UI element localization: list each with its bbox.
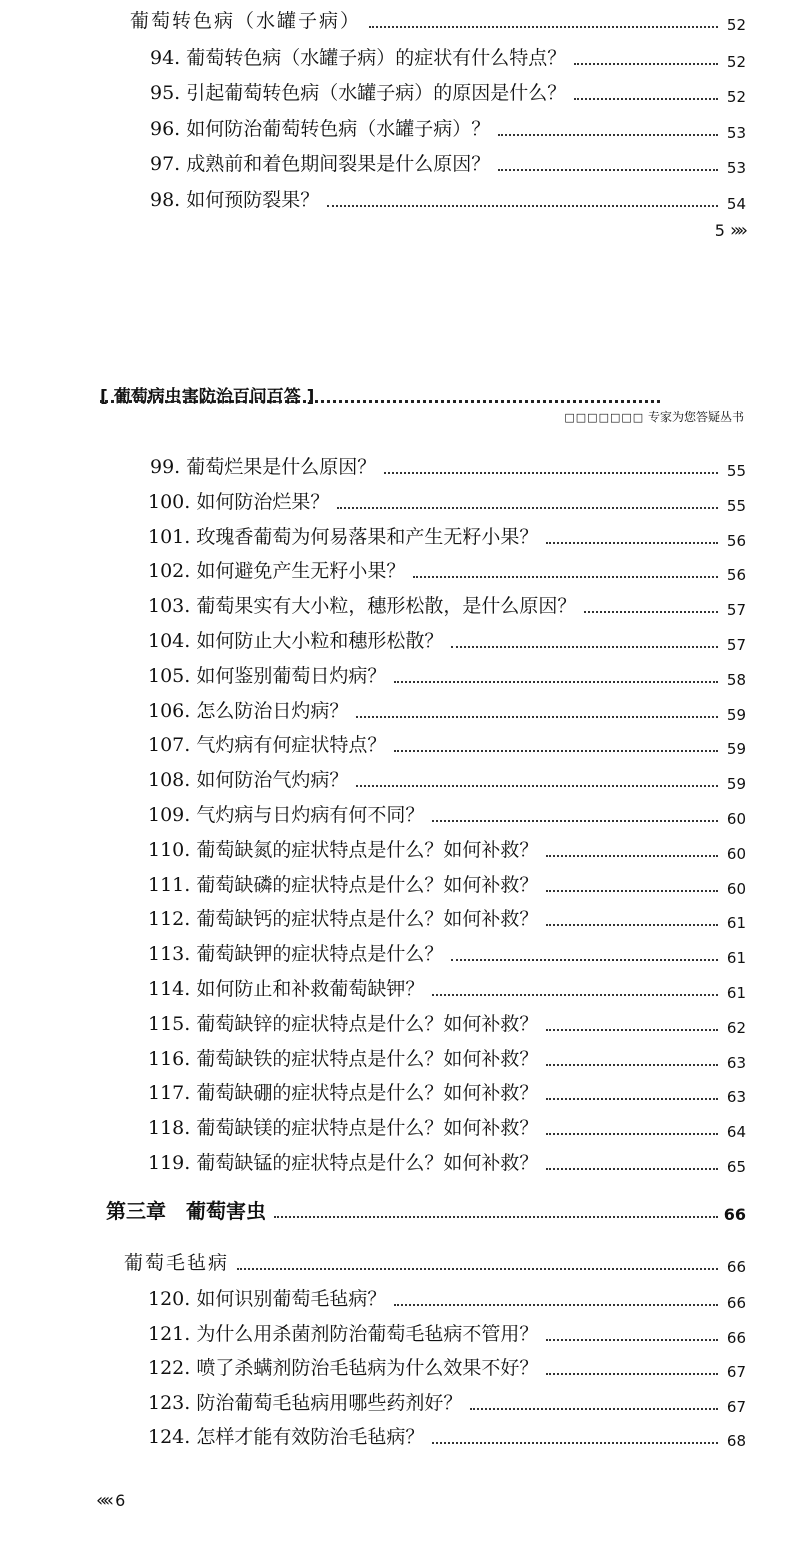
toc-entry-title: 107. 气灼病有何症状特点？ <box>148 728 390 762</box>
page-number-right <box>715 220 744 241</box>
running-header-title: [ 葡萄病虫害防治百问百答 ] <box>100 387 315 407</box>
toc-entry-title: 120. 如何识别葡萄毛毡病？ <box>148 1282 390 1316</box>
toc-item-row <box>0 1317 800 1351</box>
toc-item-row <box>0 450 800 484</box>
toc-section-row <box>0 4 800 38</box>
toc-page-number: 63 <box>726 1088 746 1106</box>
toc-page-number: 55 <box>726 462 746 480</box>
toc-item-row <box>0 1282 800 1316</box>
toc-page-number: 66 <box>726 1329 746 1347</box>
toc-entry-title: 101. 玫瑰香葡萄为何易落果和产生无籽小果？ <box>148 520 542 554</box>
leader-dots <box>546 924 718 926</box>
toc-item-row <box>0 798 800 832</box>
leader-dots <box>546 855 718 857</box>
toc-page-number: 65 <box>726 1158 746 1176</box>
toc-page-number: 64 <box>726 1123 746 1141</box>
leader-dots <box>470 1408 718 1410</box>
leader-dots <box>546 890 718 892</box>
toc-item-row <box>0 1420 800 1454</box>
leader-dots <box>546 1133 718 1135</box>
toc-entry-title: 119. 葡萄缺锰的症状特点是什么？如何补救？ <box>148 1146 542 1180</box>
toc-item-row <box>0 76 800 110</box>
toc-entry-title: 第三章 葡萄害虫 <box>106 1194 270 1228</box>
leader-dots <box>546 1029 718 1031</box>
toc-item-row <box>0 520 800 554</box>
leader-dots <box>574 98 718 100</box>
leader-dots <box>432 994 718 996</box>
toc-item-row <box>0 41 800 75</box>
toc-page-number: 66 <box>726 1258 746 1276</box>
leader-dots <box>394 750 718 752</box>
toc-item-row <box>0 902 800 936</box>
series-name: 专家为您答疑丛书 <box>647 410 744 424</box>
toc-chapter-row <box>0 1194 800 1228</box>
toc-page-number: 66 <box>723 1205 746 1224</box>
leader-dots <box>337 507 718 509</box>
toc-page-number: 56 <box>726 566 746 584</box>
leader-dots <box>584 611 718 613</box>
toc-item-row <box>0 147 800 181</box>
toc-page-number: 63 <box>726 1054 746 1072</box>
leader-dots <box>546 1098 718 1100</box>
toc-item-row <box>0 183 800 217</box>
toc-item-row <box>0 659 800 693</box>
toc-item-row <box>0 728 800 762</box>
double-chevron-right-icon: »» <box>729 220 744 241</box>
toc-page-number: 61 <box>726 984 746 1002</box>
toc-page-number: 56 <box>726 532 746 550</box>
leader-dots <box>574 63 718 65</box>
toc-page-number: 68 <box>726 1432 746 1450</box>
toc-item-row <box>0 624 800 658</box>
toc-entry-title: 103. 葡萄果实有大小粒，穗形松散，是什么原因？ <box>148 589 580 623</box>
leader-dots <box>356 785 718 787</box>
toc-page-number: 66 <box>726 1294 746 1312</box>
toc-entry-title: 124. 怎样才能有效防治毛毡病？ <box>148 1420 428 1454</box>
toc-item-row <box>0 1042 800 1076</box>
toc-page-number: 57 <box>726 601 746 619</box>
leader-dots <box>546 1168 718 1170</box>
toc-page-number: 53 <box>726 159 746 177</box>
toc-entry-title: 94. 葡萄转色病（水罐子病）的症状有什么特点？ <box>150 41 570 75</box>
toc-page-number: 59 <box>726 706 746 724</box>
toc-item-row <box>0 972 800 1006</box>
leader-dots <box>451 646 718 648</box>
toc-entry-title: 99. 葡萄烂果是什么原因？ <box>150 450 380 484</box>
series-box-glyphs: □□□□□□□ <box>564 411 645 424</box>
toc-item-row <box>0 694 800 728</box>
toc-entry-title: 102. 如何避免产生无籽小果？ <box>148 554 409 588</box>
toc-entry-title: 109. 气灼病与日灼病有何不同？ <box>148 798 428 832</box>
leader-dots <box>432 1442 718 1444</box>
toc-page-number: 60 <box>726 810 746 828</box>
leader-dots <box>498 169 718 171</box>
toc-page-number: 60 <box>726 845 746 863</box>
toc-page-number: 61 <box>726 949 746 967</box>
toc-page-number: 55 <box>726 497 746 515</box>
toc-entry-title: 118. 葡萄缺镁的症状特点是什么？如何补救？ <box>148 1111 542 1145</box>
toc-entry-title: 100. 如何防治烂果？ <box>148 485 333 519</box>
leader-dots <box>546 1339 718 1341</box>
toc-entry-title: 葡萄转色病（水罐子病） <box>130 4 365 38</box>
leader-dots <box>451 959 718 961</box>
leader-dots <box>394 1304 718 1306</box>
leader-dots <box>237 1268 718 1270</box>
leader-dots <box>498 134 718 136</box>
toc-item-row <box>0 1146 800 1180</box>
toc-page-number: 59 <box>726 775 746 793</box>
toc-item-row <box>0 937 800 971</box>
toc-entry-title: 111. 葡萄缺磷的症状特点是什么？如何补救？ <box>148 868 542 902</box>
toc-entry-title: 121. 为什么用杀菌剂防治葡萄毛毡病不管用？ <box>148 1317 542 1351</box>
toc-item-row <box>0 1351 800 1385</box>
toc-page-number: 60 <box>726 880 746 898</box>
page-number: 6 <box>115 1491 126 1510</box>
toc-item-row <box>0 763 800 797</box>
toc-page-number: 54 <box>726 195 746 213</box>
toc-page-number: 59 <box>726 740 746 758</box>
toc-page-number: 52 <box>726 88 746 106</box>
toc-entry-title: 105. 如何鉴别葡萄日灼病？ <box>148 659 390 693</box>
toc-item-row <box>0 554 800 588</box>
double-chevron-left-icon: «« <box>96 1490 111 1511</box>
toc-entry-title: 113. 葡萄缺钾的症状特点是什么？ <box>148 937 447 971</box>
toc-page-lower <box>0 370 800 1546</box>
toc-page-number: 52 <box>726 16 746 34</box>
toc-item-row <box>0 1386 800 1420</box>
toc-entry-title: 117. 葡萄缺硼的症状特点是什么？如何补救？ <box>148 1076 542 1110</box>
toc-page-number: 67 <box>726 1398 746 1416</box>
toc-entry-title: 108. 如何防治气灼病？ <box>148 763 352 797</box>
toc-entry-title: 122. 喷了杀螨剂防治毛毡病为什么效果不好？ <box>148 1351 542 1385</box>
leader-dots <box>274 1216 718 1218</box>
toc-entry-title: 114. 如何防止和补救葡萄缺钾？ <box>148 972 428 1006</box>
page-number: 5 <box>714 221 725 240</box>
leader-dots <box>432 820 718 822</box>
toc-page-number: 53 <box>726 124 746 142</box>
toc-entry-title: 106. 怎么防治日灼病？ <box>148 694 352 728</box>
leader-dots <box>394 681 718 683</box>
toc-entry-title: 123. 防治葡萄毛毡病用哪些药剂好？ <box>148 1386 466 1420</box>
toc-entry-title: 96. 如何防治葡萄转色病（水罐子病）？ <box>150 112 494 146</box>
toc-item-row <box>0 1076 800 1110</box>
toc-entry-title: 95. 引起葡萄转色病（水罐子病）的原因是什么？ <box>150 76 570 110</box>
toc-page-number: 52 <box>726 53 746 71</box>
toc-entry-title: 112. 葡萄缺钙的症状特点是什么？如何补救？ <box>148 902 542 936</box>
leader-dots <box>546 1064 718 1066</box>
toc-item-row <box>0 589 800 623</box>
toc-item-row <box>0 1111 800 1145</box>
page-number-left <box>96 1490 125 1511</box>
toc-page-upper <box>0 0 800 260</box>
toc-item-row <box>0 1007 800 1041</box>
toc-page-number: 57 <box>726 636 746 654</box>
toc-entry-title: 104. 如何防止大小粒和穗形松散？ <box>148 624 447 658</box>
toc-page-number: 67 <box>726 1363 746 1381</box>
leader-dots <box>384 472 718 474</box>
toc-section-row <box>0 1246 800 1280</box>
toc-entry-title: 115. 葡萄缺锌的症状特点是什么？如何补救？ <box>148 1007 542 1041</box>
leader-dots <box>327 205 718 207</box>
leader-dots <box>356 716 718 718</box>
leader-dots <box>413 576 718 578</box>
leader-dots <box>546 1373 718 1375</box>
toc-item-row <box>0 868 800 902</box>
toc-item-row <box>0 485 800 519</box>
toc-entry-title: 110. 葡萄缺氮的症状特点是什么？如何补救？ <box>148 833 542 867</box>
toc-item-row <box>0 112 800 146</box>
toc-entry-title: 116. 葡萄缺铁的症状特点是什么？如何补救？ <box>148 1042 542 1076</box>
toc-entry-title: 97. 成熟前和着色期间裂果是什么原因？ <box>150 147 494 181</box>
toc-item-row <box>0 833 800 867</box>
toc-page-number: 58 <box>726 671 746 689</box>
toc-page-number: 62 <box>726 1019 746 1037</box>
leader-dots <box>369 26 718 28</box>
toc-entry-title: 葡萄毛毡病 <box>124 1246 233 1280</box>
leader-dots <box>546 542 718 544</box>
toc-entry-title: 98. 如何预防裂果？ <box>150 183 323 217</box>
toc-page-number: 61 <box>726 914 746 932</box>
